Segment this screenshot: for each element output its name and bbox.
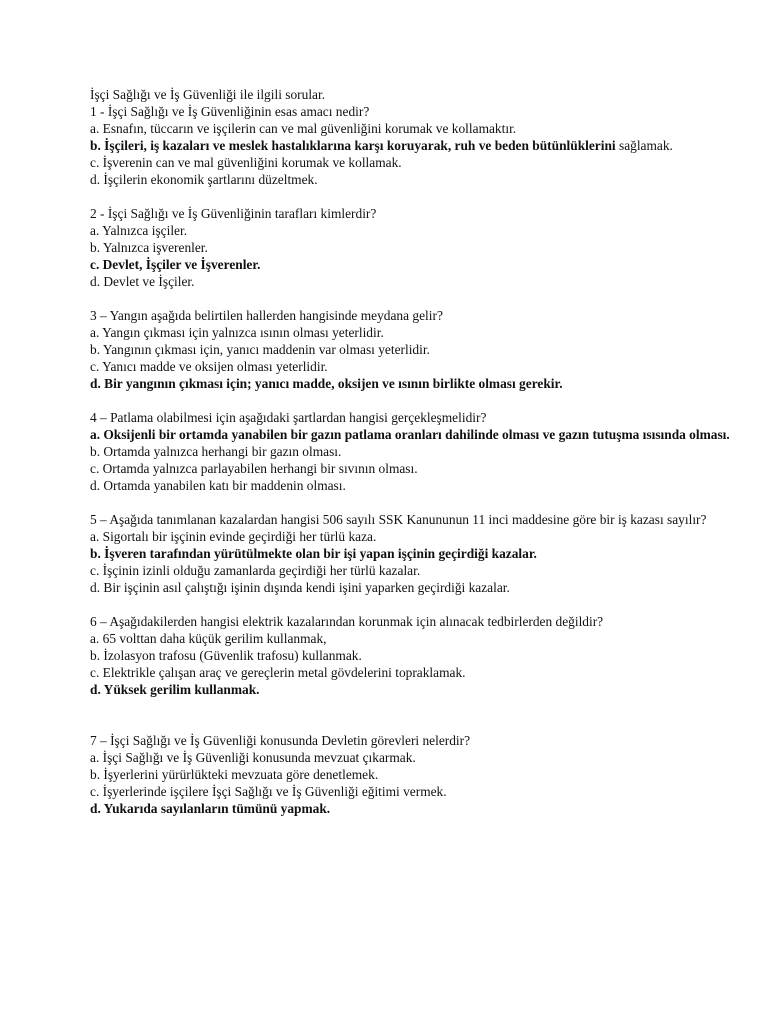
question-3 bbox=[90, 307, 730, 392]
answer-tail-text: sağlamak. bbox=[615, 138, 673, 153]
answer-option: b. İzolasyon trafosu (Güvenlik trafosu) kullanmak. bbox=[90, 648, 362, 663]
answer-option-correct bbox=[90, 137, 730, 154]
document-body bbox=[90, 86, 730, 817]
answer-option: c. İşverenin can ve mal güvenliğini korumak ve kollamak. bbox=[90, 155, 402, 170]
answer-option: b. İşyerlerini yürürlükteki mevzuata göre denetlemek. bbox=[90, 767, 379, 782]
question-2 bbox=[90, 205, 730, 290]
question-7 bbox=[90, 732, 730, 817]
answer-option-correct: b. İşveren tarafından yürütülmekte olan bir işi yapan işçinin geçirdiği kazalar. bbox=[90, 546, 537, 561]
document-title: İşçi Sağlığı ve İş Güvenliği ile ilgili sorular. bbox=[90, 87, 326, 102]
answer-option: b. Yalnızca işverenler. bbox=[90, 240, 208, 255]
answer-option: c. Ortamda yalnızca parlayabilen herhangi bir sıvının olması. bbox=[90, 461, 418, 476]
question-prompt: 7 – İşçi Sağlığı ve İş Güvenliği konusunda Devletin görevleri nelerdir? bbox=[90, 733, 471, 748]
answer-option-correct: c. Devlet, İşçiler ve İşverenler. bbox=[90, 257, 261, 272]
answer-option-correct: d. Yukarıda sayılanların tümünü yapmak. bbox=[90, 801, 331, 816]
answer-option: a. 65 volttan daha küçük gerilim kullanmak, bbox=[90, 631, 327, 646]
answer-option: d. Ortamda yanabilen katı bir maddenin olması. bbox=[90, 478, 346, 493]
answer-option: d. Bir işçinin asıl çalıştığı işinin dışında kendi işini yaparken geçirdiği kazalar. bbox=[90, 580, 510, 595]
question-prompt: 5 – Aşağıda tanımlanan kazalardan hangisi 506 sayılı SSK Kanununun 11 inci maddesine göre bir iş kazası sayılır? bbox=[90, 512, 707, 527]
answer-option: b. Yangının çıkması için, yanıcı maddenin var olması yeterlidir. bbox=[90, 342, 430, 357]
question-5 bbox=[90, 511, 730, 596]
question-prompt: 2 - İşçi Sağlığı ve İş Güvenliğinin tarafları kimlerdir? bbox=[90, 206, 377, 221]
answer-option: b. Ortamda yalnızca herhangi bir gazın olması. bbox=[90, 444, 342, 459]
answer-option: c. İşçinin izinli olduğu zamanlarda geçirdiği her türlü kazalar. bbox=[90, 563, 421, 578]
answer-option-correct: a. Oksijenli bir ortamda yanabilen bir gazın patlama oranları dahilinde olması ve gazın tutuşma ısısında olması. bbox=[90, 427, 730, 442]
answer-option: c. İşyerlerinde işçilere İşçi Sağlığı ve İş Güvenliği eğitimi vermek. bbox=[90, 784, 447, 799]
question-prompt: 1 - İşçi Sağlığı ve İş Güvenliğinin esas amacı nedir? bbox=[90, 104, 370, 119]
answer-option-correct: d. Bir yangının çıkması için; yanıcı madde, oksijen ve ısının birlikte olması gerekir. bbox=[90, 376, 563, 391]
answer-option: a. Sigortalı bir işçinin evinde geçirdiği her türlü kaza. bbox=[90, 529, 377, 544]
answer-option: c. Elektrikle çalışan araç ve gereçlerin metal gövdelerini topraklamak. bbox=[90, 665, 466, 680]
correct-answer-text: b. İşçileri, iş kazaları ve meslek hastalıklarına karşı koruyarak, ruh ve beden bütünlüklerini bbox=[90, 138, 616, 153]
question-prompt: 4 – Patlama olabilmesi için aşağıdaki şartlardan hangisi gerçekleşmelidir? bbox=[90, 410, 487, 425]
answer-option: d. İşçilerin ekonomik şartlarını düzeltmek. bbox=[90, 172, 318, 187]
answer-option-correct: d. Yüksek gerilim kullanmak. bbox=[90, 682, 260, 697]
question-6 bbox=[90, 613, 730, 698]
question-prompt: 6 – Aşağıdakilerden hangisi elektrik kazalarından korunmak için alınacak tedbirlerden değildir? bbox=[90, 614, 604, 629]
answer-option: a. Yalnızca işçiler. bbox=[90, 223, 188, 238]
question-prompt: 3 – Yangın aşağıda belirtilen hallerden hangisinde meydana gelir? bbox=[90, 308, 443, 323]
question-4 bbox=[90, 409, 730, 494]
question-1 bbox=[90, 103, 730, 188]
answer-option: a. Esnafın, tüccarın ve işçilerin can ve mal güvenliğini korumak ve kollamaktır. bbox=[90, 121, 517, 136]
answer-option: c. Yanıcı madde ve oksijen olması yeterlidir. bbox=[90, 359, 328, 374]
answer-option: d. Devlet ve İşçiler. bbox=[90, 274, 195, 289]
answer-option: a. Yangın çıkması için yalnızca ısının olması yeterlidir. bbox=[90, 325, 384, 340]
answer-option: a. İşçi Sağlığı ve İş Güvenliği konusunda mevzuat çıkarmak. bbox=[90, 750, 416, 765]
